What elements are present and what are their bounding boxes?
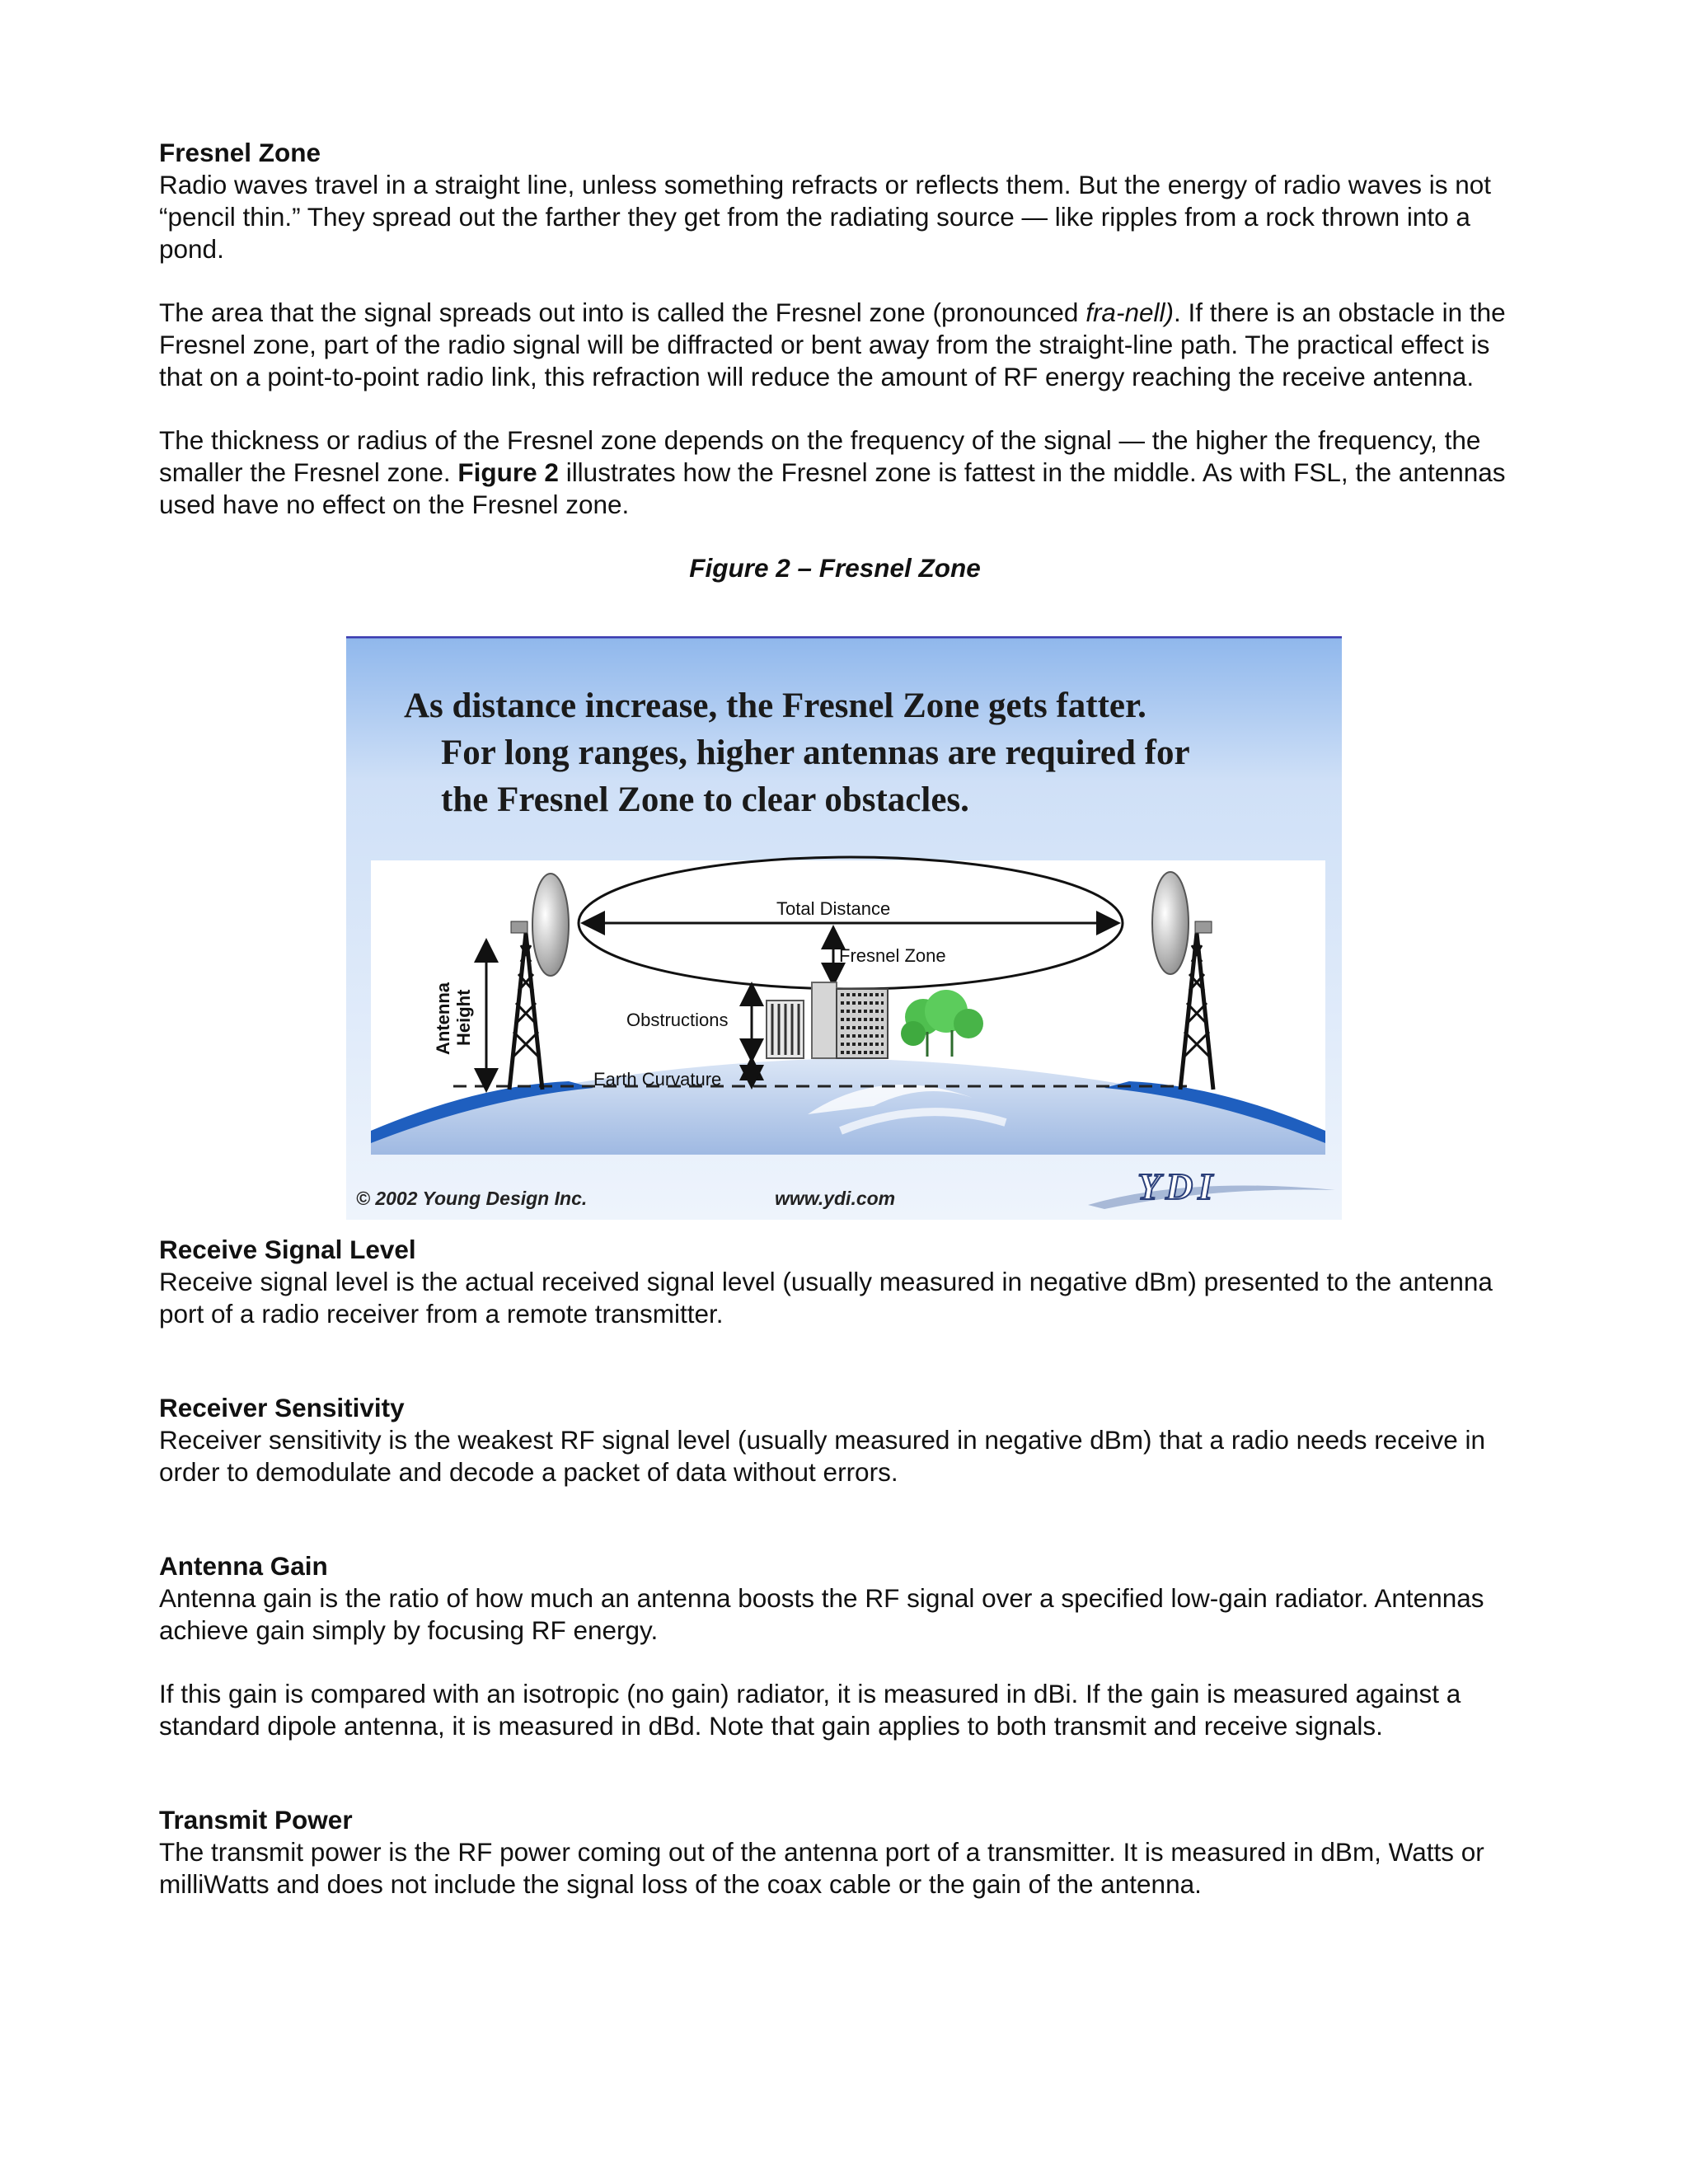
heading-antenna-gain: Antenna Gain <box>159 1551 328 1581</box>
figure-reference: Figure 2 <box>457 457 559 487</box>
fresnel-paragraph-3 <box>159 424 1511 521</box>
fresnel-paragraph-2 <box>159 297 1511 393</box>
figure-title-line-1: As distance increase, the Fresnel Zone gets fatter. <box>404 687 1146 725</box>
building-center <box>812 982 888 1058</box>
fresnel-p2-text-a: The area that the signal spreads out into is called the Fresnel zone (pronounced <box>159 298 1086 327</box>
fresnel-p3-text-b: illustrates how the Fresnel zone is fattest in the middle. As with FSL, the antennas used have no effect on the Fresnel zone. <box>159 457 1506 519</box>
left-dish-icon <box>532 874 569 976</box>
right-dish-icon <box>1152 872 1189 974</box>
label-fresnel-zone: Fresnel Zone <box>839 945 946 966</box>
figure-title-line-2: For long ranges, higher antennas are required for <box>441 733 1190 772</box>
fresnel-paragraph-1: Radio waves travel in a straight line, unless something refracts or reflects them. But the energy of radio waves is not “pencil thin.” They spread out the farther they get from the radiating source — like ripples from a rock thrown into a pond. <box>159 170 1492 264</box>
label-earth-curvature: Earth Curvature <box>593 1069 722 1090</box>
heading-transmit-power: Transmit Power <box>159 1805 353 1835</box>
receiver-sensitivity-paragraph: Receiver sensitivity is the weakest RF signal level (usually measured in negative dBm) that a radio needs receive in order to demodulate and decode a packet of data without errors. <box>159 1425 1486 1487</box>
fresnel-p3-text-a: The thickness or radius of the Fresnel zone depends on the frequency of the signal — the higher the frequency, the smaller the Fresnel zone. <box>159 425 1481 487</box>
figure-website: www.ydi.com <box>775 1188 896 1209</box>
building-left <box>767 1001 804 1058</box>
figure-caption: Figure 2 – Fresnel Zone <box>689 553 981 583</box>
figure-copyright: © 2002 Young Design Inc. <box>356 1188 588 1209</box>
label-antenna: Antenna <box>433 982 453 1055</box>
heading-receiver-sensitivity: Receiver Sensitivity <box>159 1393 405 1422</box>
antenna-gain-paragraph-1: Antenna gain is the ratio of how much an antenna boosts the RF signal over a specified low-gain radiator. Antennas achieve gain simply by focusing RF energy. <box>159 1583 1484 1645</box>
heading-fresnel-zone: Fresnel Zone <box>159 138 321 167</box>
pronunciation-italic: fra-nell) <box>1085 298 1174 327</box>
figure-title-line-3: the Fresnel Zone to clear obstacles. <box>441 780 969 819</box>
transmit-power-paragraph: The transmit power is the RF power coming out of the antenna port of a transmitter. It is measured in dBm, Watts or milliWatts and does not include the signal loss of the coax cable or the gain of the antenna. <box>159 1837 1484 1899</box>
label-height: Height <box>453 989 474 1046</box>
label-obstructions: Obstructions <box>626 1010 729 1030</box>
fresnel-zone-figure <box>346 636 1342 1220</box>
antenna-gain-paragraph-2: If this gain is compared with an isotropic (no gain) radiator, it is measured in dBi. If the gain is measured against a standard dipole antenna, it is measured in dBd. Note that gain applies to both transmit and receive signals. <box>159 1679 1461 1741</box>
fresnel-p2-text-b: . If there is an obstacle in the Fresnel zone, part of the radio signal will be diffracted or bent away from the straight-line path. The practical effect is that on a point-to-point radio link, this refraction will reduce the amount of RF energy reaching the receive antenna. <box>159 298 1506 391</box>
ydi-logo-text: YDI <box>1137 1165 1218 1207</box>
heading-receive-signal-level: Receive Signal Level <box>159 1235 416 1264</box>
figure-illustration <box>346 636 1342 1220</box>
label-total-distance: Total Distance <box>776 898 891 919</box>
receive-signal-paragraph: Receive signal level is the actual received signal level (usually measured in negative dBm) presented to the antenna port of a radio receiver from a remote transmitter. <box>159 1267 1493 1329</box>
